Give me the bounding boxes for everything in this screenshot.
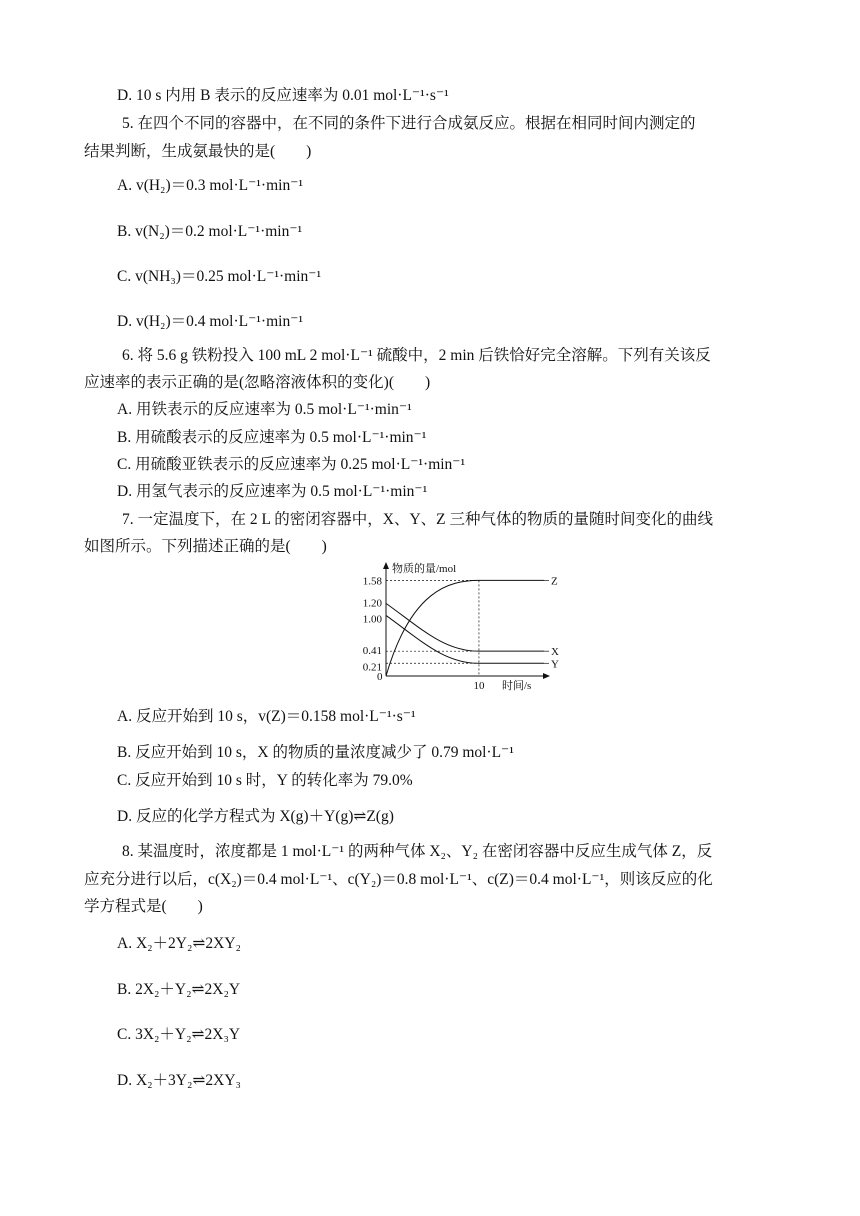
x-tick-label: 10 — [473, 680, 485, 692]
q8-option-a: A. X₂＋2Y₂⇌2XY₂ — [117, 935, 241, 952]
q6-option-c: C. 用硫酸亚铁表示的反应速率为 0.25 mol·L⁻¹·min⁻¹ — [117, 456, 466, 473]
q5-stem-line2: 结果判断，生成氨最快的是( ) — [84, 143, 312, 160]
y-axis-arrow — [383, 562, 389, 569]
series-label-z: Z — [551, 575, 558, 588]
q5-option-a: A. v(H₂)＝0.3 mol·L⁻¹·min⁻¹ — [117, 177, 304, 194]
q7-option-b: B. 反应开始到 10 s，X 的物质的量浓度减少了 0.79 mol·L⁻¹ — [117, 744, 514, 761]
y-tick-label: 1.58 — [362, 575, 382, 588]
q5-option-b: B. v(N₂)＝0.2 mol·L⁻¹·min⁻¹ — [117, 223, 303, 240]
q4-option-d-text: D. 10 s 内用 B 表示的反应速率为 0.01 mol·L⁻¹·s⁻¹ — [117, 87, 449, 104]
x-axis-title: 时间/s — [502, 680, 532, 692]
q7-option-c: C. 反应开始到 10 s 时，Y 的转化率为 79.0% — [117, 772, 413, 789]
chart-series — [386, 580, 549, 676]
x-axis-arrow — [543, 673, 550, 679]
series-line-x — [386, 603, 544, 651]
q5-stem-line1: 5. 在四个不同的容器中，在不同的条件下进行合成氨反应。根据在相同时间内测定的 — [122, 115, 696, 132]
q5-option-d: D. v(H₂)＝0.4 mol·L⁻¹·min⁻¹ — [117, 313, 304, 330]
q7-stem-line2: 如图所示。下列描述正确的是( ) — [84, 538, 327, 555]
series-label-x: X — [551, 646, 559, 659]
y-axis-title: 物质的量/mol — [392, 563, 457, 575]
q6-option-d: D. 用氢气表示的反应速率为 0.5 mol·L⁻¹·min⁻¹ — [117, 483, 428, 500]
y-tick-label: 1.20 — [362, 597, 382, 610]
q7-option-a: A. 反应开始到 10 s，v(Z)＝0.158 mol·L⁻¹·s⁻¹ — [117, 708, 416, 725]
q6-stem-line2: 应速率的表示正确的是(忽略溶液体积的变化)( ) — [84, 374, 431, 391]
y-tick-label: 0.41 — [362, 645, 382, 658]
y-tick-label: 1.00 — [362, 613, 382, 626]
q7-stem-line1: 7. 一定温度下，在 2 L 的密闭容器中，X、Y、Z 三种气体的物质的量随时间变化的曲线 — [122, 511, 714, 528]
q8-stem-line3: 学方程式是( ) — [84, 898, 203, 915]
series-label-y: Y — [551, 658, 559, 671]
q6-option-a: A. 用铁表示的反应速率为 0.5 mol·L⁻¹·min⁻¹ — [117, 401, 412, 418]
origin-label: 0 — [377, 671, 383, 683]
chart-axes — [383, 562, 550, 679]
q6-stem-line1: 6. 将 5.6 g 铁粉投入 100 mL 2 mol·L⁻¹ 硫酸中，2 min 后铁恰好完全溶解。下列有关该反 — [122, 347, 711, 364]
q8-option-d: D. X₂＋3Y₂⇌2XY₃ — [117, 1072, 241, 1089]
y-tick-label: 0.21 — [362, 661, 382, 674]
mole-time-chart — [352, 558, 559, 694]
q7-option-d: D. 反应的化学方程式为 X(g)＋Y(g)⇌Z(g) — [117, 808, 394, 825]
q8-option-b: B. 2X₂＋Y₂⇌2X₂Y — [117, 981, 241, 998]
q6-option-b: B. 用硫酸表示的反应速率为 0.5 mol·L⁻¹·min⁻¹ — [117, 429, 427, 446]
q8-stem-line1: 8. 某温度时，浓度都是 1 mol·L⁻¹ 的两种气体 X₂、Y₂ 在密闭容器中反应生成气体 Z，反 — [122, 843, 713, 860]
q5-option-c: C. v(NH₃)＝0.25 mol·L⁻¹·min⁻¹ — [117, 268, 322, 285]
q4-option-d — [117, 86, 449, 106]
q8-stem-line2: 应充分进行以后，c(X₂)＝0.4 mol·L⁻¹、c(Y₂)＝0.8 mol·L⁻¹、c(Z)＝0.4 mol·L⁻¹，则该反应的化 — [84, 871, 713, 888]
series-line-y — [386, 615, 544, 663]
q8-option-c: C. 3X₂＋Y₂⇌2X₃Y — [117, 1026, 241, 1043]
